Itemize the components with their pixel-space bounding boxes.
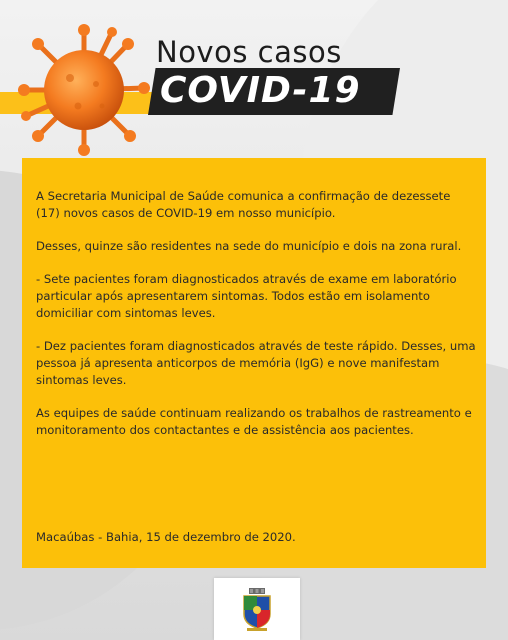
notice-paragraph: As equipes de saúde continuam realizando os trabalhos de rastreamento e monitoramento dos contactantes e de assistência aos pacientes. [36,406,472,437]
municipal-crest-icon [241,588,273,632]
notice-date: Macaúbas - Bahia, 15 de dezembro de 2020. [36,530,296,544]
notice-paragraph: - Dez pacientes foram diagnosticados através de teste rápido. Desses, uma pessoa já apresenta anticorpos de memória (IgG) e nove manifestam sintomas leves. [36,339,476,387]
page-subtitle: Novos casos [156,35,342,69]
notice-paragraph: A Secretaria Municipal de Saúde comunica a confirmação de dezessete (17) novos casos de COVID-19 em nosso município. [36,189,451,220]
notice-body [36,188,476,455]
footer-crest-card [214,578,300,640]
notice-paragraph: Desses, quinze são residentes na sede do município e dois na zona rural. [36,239,462,253]
coronavirus-icon [16,22,152,158]
page-title: COVID-19 [160,70,361,111]
notice-panel [22,158,486,568]
notice-paragraph: - Sete pacientes foram diagnosticados através de exame em laboratório particular após apresentarem sintomas. Todos estão em isolamento domiciliar com sintomas leves. [36,272,457,320]
